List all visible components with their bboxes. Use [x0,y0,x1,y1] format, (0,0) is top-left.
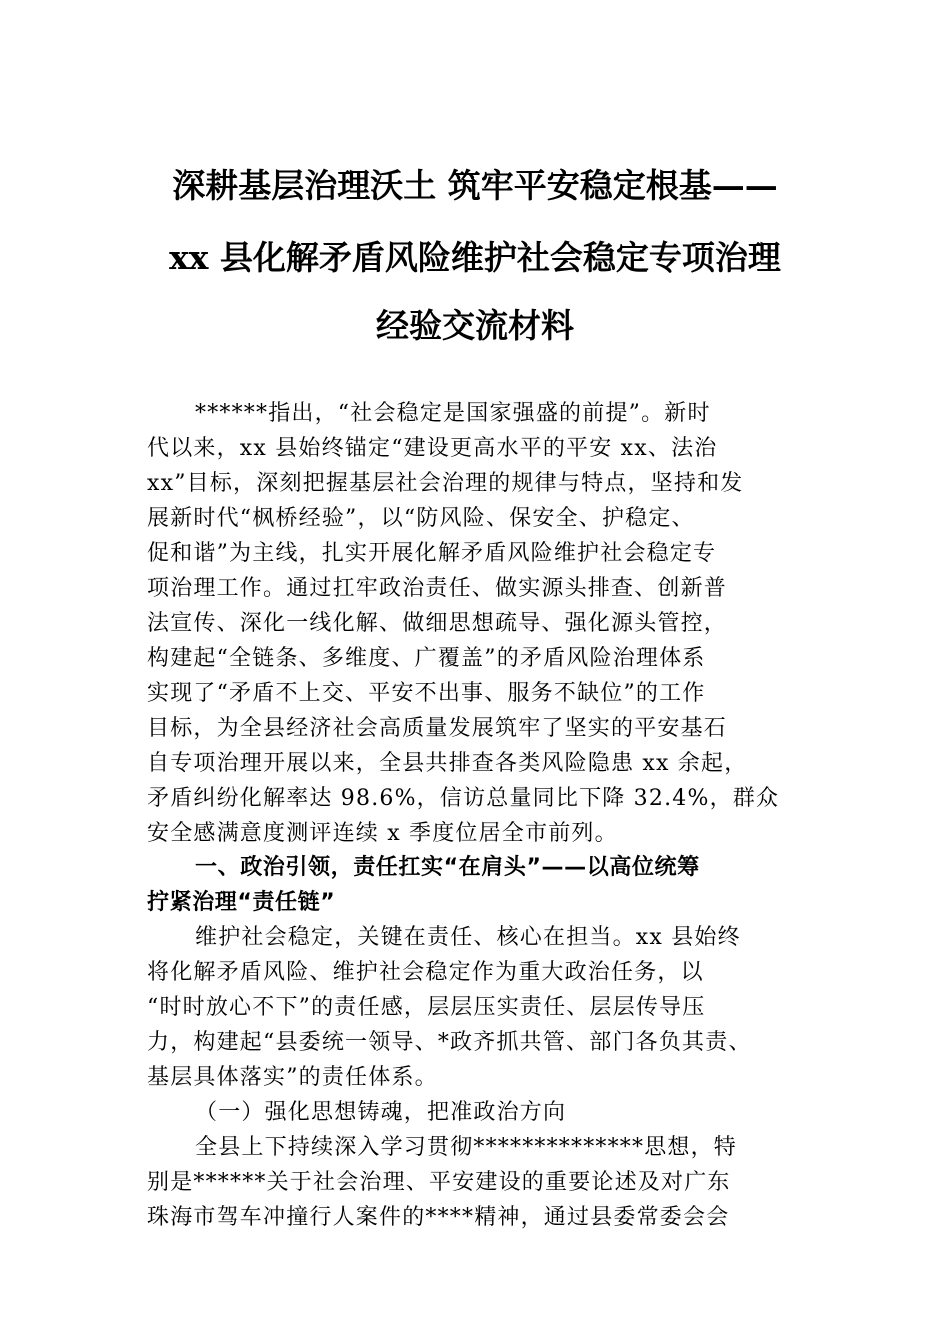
section-heading-1-line: 一、政治引领，责任扛实“在肩头”——以高位统筹 [195,855,700,880]
subsection-paragraph-line: 珠海市驾车冲撞行人案件的****精神，通过县委常委会会 [147,1205,730,1230]
subsection-heading-1: （一）强化思想铸魂，把准政治方向 [195,1100,567,1125]
intro-paragraph-line: 项治理工作。通过扛牢政治责任、做实源头排查、创新普 [147,576,728,601]
document-title-line-2: xx 县化解矛盾风险维护社会稳定专项治理 [169,238,781,277]
subsection-paragraph-line: 全县上下持续深入学习贯彻**************思想，特 [195,1135,738,1160]
intro-paragraph-line: ******指出，“社会稳定是国家强盛的前提”。新时 [195,401,711,426]
intro-paragraph-line: 矛盾纠纷化解率达 98.6%，信访总量同比下降 32.4%，群众 [147,786,780,811]
document-title-line-3: 经验交流材料 [376,306,574,345]
section-paragraph-line: 将化解矛盾风险、维护社会稳定作为重大政治任务，以 [147,960,704,985]
section-paragraph-line: 维护社会稳定，关键在责任、核心在担当。xx 县始终 [195,925,741,950]
section-paragraph-line: 力，构建起“县委统一领导、*政齐抓共管、部门各负其责、 [147,1030,752,1055]
intro-paragraph-line: 实现了“矛盾不上交、平安不出事、服务不缺位”的工作 [147,681,706,706]
intro-paragraph-line: xx”目标，深刻把握基层社会治理的规律与特点，坚持和发 [147,471,744,496]
intro-paragraph-line: 构建起“全链条、多维度、广覆盖”的矛盾风险治理体系 [147,646,706,671]
intro-paragraph-line: 展新时代“枫桥经验”，以“防风险、保安全、护稳定、 [147,506,695,531]
intro-paragraph-line: 自专项治理开展以来，全县共排查各类风险隐患 xx 余起， [147,751,748,776]
section-heading-1-line: 拧紧治理“责任链” [147,890,336,915]
subsection-paragraph-line: 别是******关于社会治理、平安建设的重要论述及对广东 [147,1170,731,1195]
section-paragraph-line: 基层具体落实”的责任体系。 [147,1065,438,1090]
section-paragraph-line: “时时放心不下”的责任感，层层压实责任、层层传导压 [147,995,706,1020]
intro-paragraph-line: 安全感满意度测评连续 x 季度位居全市前列。 [147,821,618,846]
document-title-line-1: 深耕基层治理沃土 筑牢平安稳定根基—— [172,166,778,205]
intro-paragraph-line: 代以来，xx 县始终锚定“建设更高水平的平安 xx、法治 [147,436,718,461]
intro-paragraph-line: 促和谐”为主线，扎实开展化解矛盾风险维护社会稳定专 [147,541,717,566]
intro-paragraph-line: 法宣传、深化一线化解、做细思想疏导、强化源头管控， [147,611,728,636]
intro-paragraph-line: 目标，为全县经济社会高质量发展筑牢了坚实的平安基石 [147,716,728,741]
